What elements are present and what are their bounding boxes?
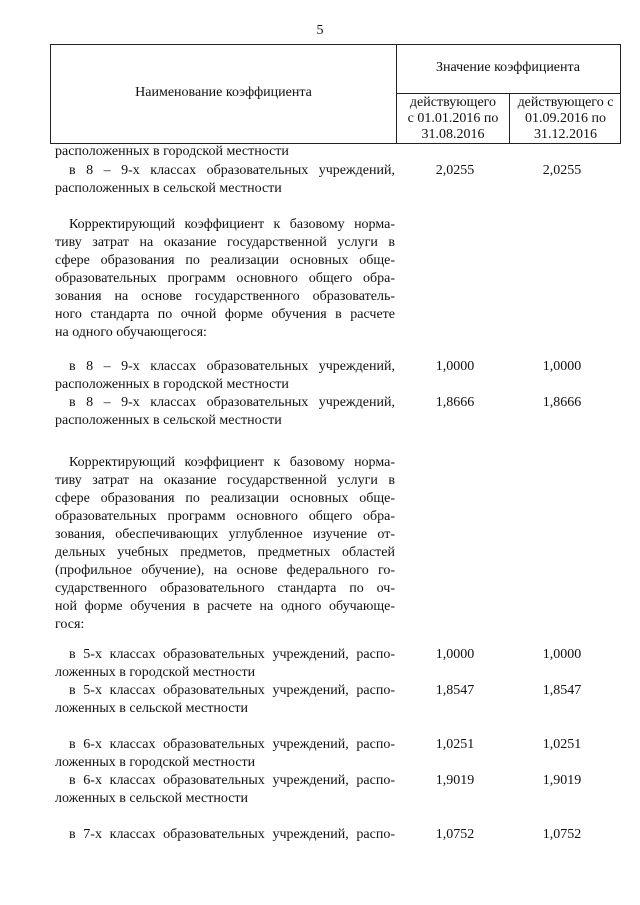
coefficient-value-period-2: 1,0752 — [542, 827, 582, 842]
text-line: расположенных в городской местности — [55, 377, 289, 392]
text-line: зования на основе государственного образователь- — [55, 289, 395, 304]
header-period-2-line: 31.12.2016 — [534, 127, 597, 142]
header-period-2-line: действующего с — [517, 95, 614, 110]
text-line: ложенных в городской местности — [55, 755, 256, 770]
coefficient-value-period-2: 2,0255 — [542, 163, 582, 178]
header-period-2 — [510, 95, 621, 143]
header-divider-horizontal — [396, 93, 620, 94]
text-line: ложенных в сельской местности — [55, 791, 249, 806]
text-line: в 8 – 9-х классах образовательных учреждений, — [69, 395, 395, 410]
header-period-1-line: с 01.01.2016 по — [407, 111, 499, 126]
table-header — [50, 44, 621, 144]
header-period-1-line: 31.08.2016 — [421, 127, 485, 142]
text-line: тиву затрат на оказание государственной услуги в — [55, 473, 395, 488]
coefficient-value-period-2: 1,9019 — [542, 773, 582, 788]
text-line: сфере образования по реализации основных обще- — [55, 491, 395, 506]
text-line: зования, обеспечивающих углубленное изучение от- — [55, 527, 395, 542]
text-line: расположенных в городской местности — [55, 144, 289, 159]
coefficient-value-period-1: 1,9019 — [435, 773, 475, 788]
text-line: образовательных программ основного общего обра- — [55, 271, 395, 286]
header-value-column: Значение коэффициента — [435, 60, 581, 75]
text-line: сударственного образовательного стандарта по оч- — [55, 581, 395, 596]
text-line: расположенных в сельской местности — [55, 181, 282, 196]
coefficient-value-period-2: 1,8547 — [542, 683, 582, 698]
coefficient-value-period-1: 1,0251 — [435, 737, 475, 752]
text-line: в 6-х классах образовательных учреждений, распо- — [69, 737, 395, 752]
header-period-1-line: действующего — [409, 95, 497, 110]
coefficient-value-period-2: 1,0000 — [542, 647, 582, 662]
coefficient-value-period-1: 1,0752 — [435, 827, 475, 842]
coefficient-value-period-1: 2,0255 — [435, 163, 475, 178]
text-line: Корректирующий коэффициент к базовому норма- — [69, 455, 395, 470]
coefficient-value-period-2: 1,0000 — [542, 359, 582, 374]
text-line: в 5-х классах образовательных учреждений, распо- — [69, 647, 395, 662]
coefficient-value-period-2: 1,0251 — [542, 737, 582, 752]
header-period-1 — [397, 95, 509, 143]
text-line: в 7-х классах образовательных учреждений, распо- — [69, 827, 395, 842]
text-line: ного стандарта по очной форме обучения в расчете — [55, 307, 395, 322]
coefficient-value-period-1: 1,8547 — [435, 683, 475, 698]
text-line: ложенных в городской местности — [55, 665, 256, 680]
text-line: в 5-х классах образовательных учреждений, распо- — [69, 683, 395, 698]
text-line: образовательных программ основного общего обра- — [55, 509, 395, 524]
page-number: 5 — [316, 23, 324, 38]
header-name-column: Наименование коэффициента — [135, 85, 312, 100]
text-line: Корректирующий коэффициент к базовому норма- — [69, 217, 395, 232]
text-line: ложенных в сельской местности — [55, 701, 249, 716]
text-line: в 8 – 9-х классах образовательных учреждений, — [69, 163, 395, 178]
text-line: дельных учебных предметов, предметных областей — [55, 545, 395, 560]
text-line: тиву затрат на оказание государственной услуги в — [55, 235, 395, 250]
text-line: (профильное обучение), на основе федерального го- — [55, 563, 395, 578]
text-line: сфере образования по реализации основных обще- — [55, 253, 395, 268]
text-line: ной форме обучения в расчете на одного обучающе- — [55, 599, 395, 614]
coefficient-value-period-1: 1,0000 — [435, 359, 475, 374]
text-line: в 8 – 9-х классах образовательных учреждений, — [69, 359, 395, 374]
coefficient-value-period-2: 1,8666 — [542, 395, 582, 410]
text-line: на одного обучающегося: — [55, 325, 207, 340]
coefficient-value-period-1: 1,8666 — [435, 395, 475, 410]
coefficient-value-period-1: 1,0000 — [435, 647, 475, 662]
text-line: расположенных в сельской местности — [55, 413, 282, 428]
text-line: в 6-х классах образовательных учреждений, распо- — [69, 773, 395, 788]
text-line: гося: — [55, 617, 85, 632]
header-period-2-line: 01.09.2016 по — [525, 111, 606, 126]
